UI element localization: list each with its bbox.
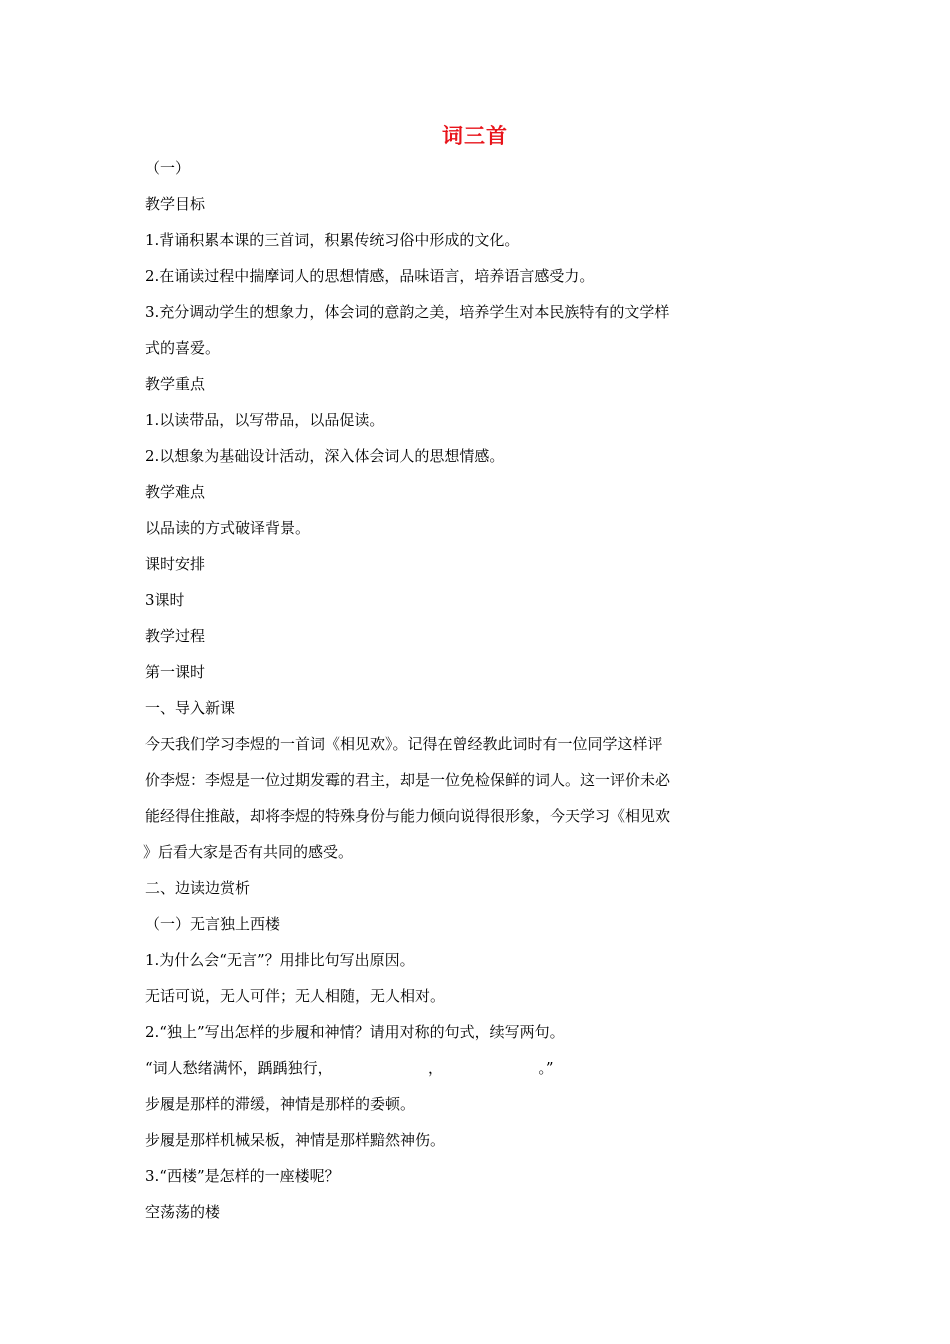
reading-heading: 二、边读边赏析	[145, 879, 251, 897]
goal-item-2: 2.在诵读过程中揣摩词人的思想情感，品味语言，培养语言感受力。	[145, 267, 595, 285]
key-point-2: 2.以想象为基础设计活动，深入体会词人的思想情感。	[145, 447, 505, 465]
heading-difficulties: 教学难点	[145, 483, 206, 501]
question-3: 3.“西楼”是怎样的一座楼呢？	[145, 1167, 340, 1185]
question-1: 1.为什么会“无言”？用排比句写出原因。	[145, 951, 415, 969]
goal-item-3-line-2: 式的喜爱。	[145, 339, 221, 357]
answer-1: 无话可说，无人可伴；无人相随，无人相对。	[145, 987, 446, 1005]
intro-paragraph-line-1: 今天我们学习李煜的一首词《相见欢》。记得在曾经教此词时有一位同学这样评	[145, 735, 663, 753]
answer-2b: 步履是那样机械呆板，神情是那样黯然神伤。	[145, 1131, 446, 1149]
intro-paragraph-line-2: 价李煜：李煜是一位过期发霉的君主，却是一位免检保鲜的词人。这一评价未必	[145, 771, 671, 789]
goal-item-1: 1.背诵积累本课的三首词，积累传统习俗中形成的文化。	[145, 231, 520, 249]
intro-paragraph-line-3: 能经得住推敲，却将李煜的特殊身份与能力倾向说得很形象，今天学习《相见欢	[145, 807, 671, 825]
heading-process: 教学过程	[145, 627, 206, 645]
heading-key-points: 教学重点	[145, 375, 206, 393]
answer-3: 空荡荡的楼	[145, 1203, 221, 1221]
heading-schedule: 课时安排	[145, 555, 206, 573]
question-2: 2.“独上”写出怎样的步履和神情？请用对称的句式，续写两句。	[145, 1023, 565, 1041]
answer-2a: 步履是那样的滞缓，神情是那样的委顿。	[145, 1095, 416, 1113]
document-title: 词三首	[442, 124, 508, 148]
intro-heading: 一、导入新课	[145, 699, 236, 717]
goal-item-3-line-1: 3.充分调动学生的想象力，体会词的意韵之美，培养学生对本民族特有的文学样	[145, 303, 670, 321]
schedule-text: 3课时	[145, 591, 185, 609]
section-label: （一）	[145, 159, 191, 177]
difficulty-text: 以品读的方式破译背景。	[145, 519, 311, 537]
key-point-1: 1.以读带品，以写带品，以品促读。	[145, 411, 385, 429]
intro-paragraph-line-4: 》后看大家是否有共同的感受。	[143, 843, 354, 861]
document-body	[145, 150, 745, 1230]
fill-in-sentence: “词人愁绪满怀，踽踽独行， ， 。”	[145, 1059, 554, 1077]
subsection-heading: （一）无言独上西楼	[145, 915, 281, 933]
heading-teaching-goals: 教学目标	[145, 195, 206, 213]
lesson-one-heading: 第一课时	[145, 663, 206, 681]
